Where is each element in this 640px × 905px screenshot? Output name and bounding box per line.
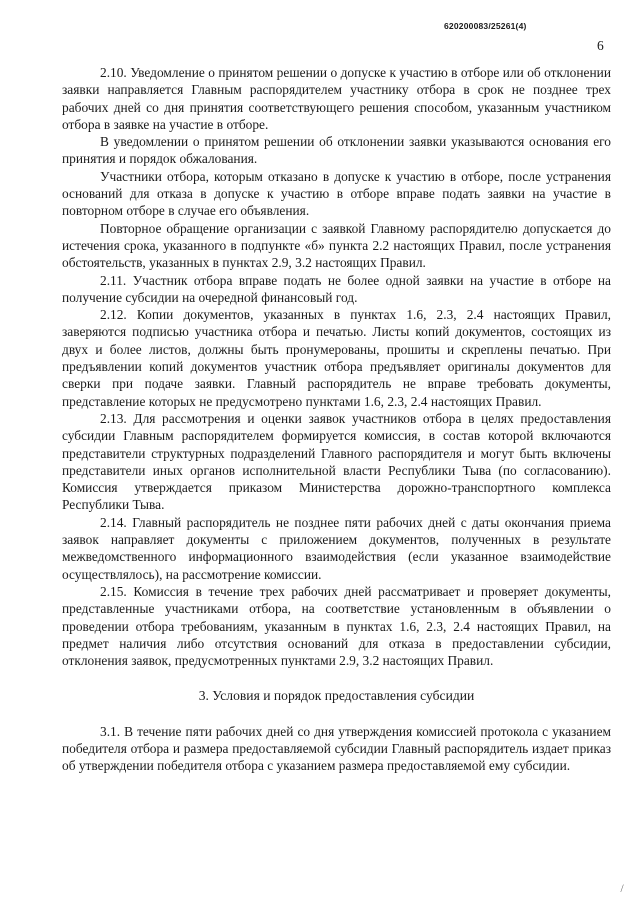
paragraph-repeat-application: Повторное обращение организации с заявкой Главному распорядителю допускается до истечения срока, указанного в подпункте «б» пункта 2.2 настоящих Правил, после устранения обстоятельств, указанных в пунктах 2.9, 3.2 настоящих Правил. (62, 220, 611, 271)
document-id: 620200083/25261(4) (444, 21, 527, 31)
paragraph-2-14: 2.14. Главный распорядитель не позднее пяти рабочих дней с даты окончания приема заявок направляет документы с приложением документов, полученных в результате межведомственного информационного взаимодействия (если указанное взаимодействие осуществлялось), на рассмотрение комиссии. (62, 514, 611, 582)
paragraph-reapply: Участники отбора, которым отказано в допуске к участию в отборе, после устранения оснований для отказа в допуске к участию в отборе вправе подать заявки на участие в повторном отборе в случае его объявления. (62, 168, 611, 219)
paragraph-2-15: 2.15. Комиссия в течение трех рабочих дней рассматривает и проверяет документы, представленные участниками отбора, на соответствие установленным в объявлении о проведении отбора требованиям, указанным в пунктах 1.6, 2.3, 2.4 настоящих Правил, на предмет наличия либо отсутствия оснований для отказа в предоставлении субсидии, отклонения заявок, предусмотренных пунктами 2.9, 3.2 настоящих Правил. (62, 583, 611, 669)
paragraph-2-11: 2.11. Участник отбора вправе подать не более одной заявки на участие в отборе на получение субсидии на очередной финансовый год. (62, 272, 611, 305)
document-body (62, 64, 611, 775)
paragraph-rejection-notice: В уведомлении о принятом решении об отклонении заявки указываются основания его принятия и порядок обжалования. (62, 134, 611, 167)
page-number: 6 (597, 38, 604, 53)
paragraph-2-12: 2.12. Копии документов, указанных в пунктах 1.6, 2.3, 2.4 настоящих Правил, заверяются подписью участника отбора и печатью. Листы копий документов, состоящих из двух и более листов, должны быть пронумерованы, прошиты и скреплены печатью. При предъявлении копий документов участник отбора предъявляет оригиналы документов для сверки при подаче заявки. Главный распорядитель не вправе требовать документы, представление которых не предусмотрено пунктами 1.6, 2.3, 2.4 настоящих Правил. (62, 307, 611, 409)
paragraph-3-1: 3.1. В течение пяти рабочих дней со дня утверждения комиссией протокола с указанием победителя отбора и размера предоставляемой субсидии Главный распорядитель издает приказ об утверждении победителя отбора с указанием размера предоставляемой ему субсидии. (62, 723, 611, 774)
paragraph-2-10: 2.10. Уведомление о принятом решении о допуске к участию в отборе или об отклонении заявки направляется Главным распорядителем участнику отбора в срок не позднее трех рабочих дней со дня принятия соответствующего решения способом, указанным участником отбора в заявке на участие в отборе. (62, 65, 611, 132)
paragraph-2-13: 2.13. Для рассмотрения и оценки заявок участников отбора в целях предоставления субсидии Главным распорядителем формируется комиссия, в состав которой включаются представители структурных подразделений Главного распорядителя и могут быть включены представители иных органов исполнительной власти Республики Тыва (по согласованию). Комиссия утверждается приказом Министерства дорожно-транспортного комплекса Республики Тыва. (62, 410, 611, 513)
section-heading: 3. Условия и порядок предоставления субсидии (198, 688, 475, 704)
